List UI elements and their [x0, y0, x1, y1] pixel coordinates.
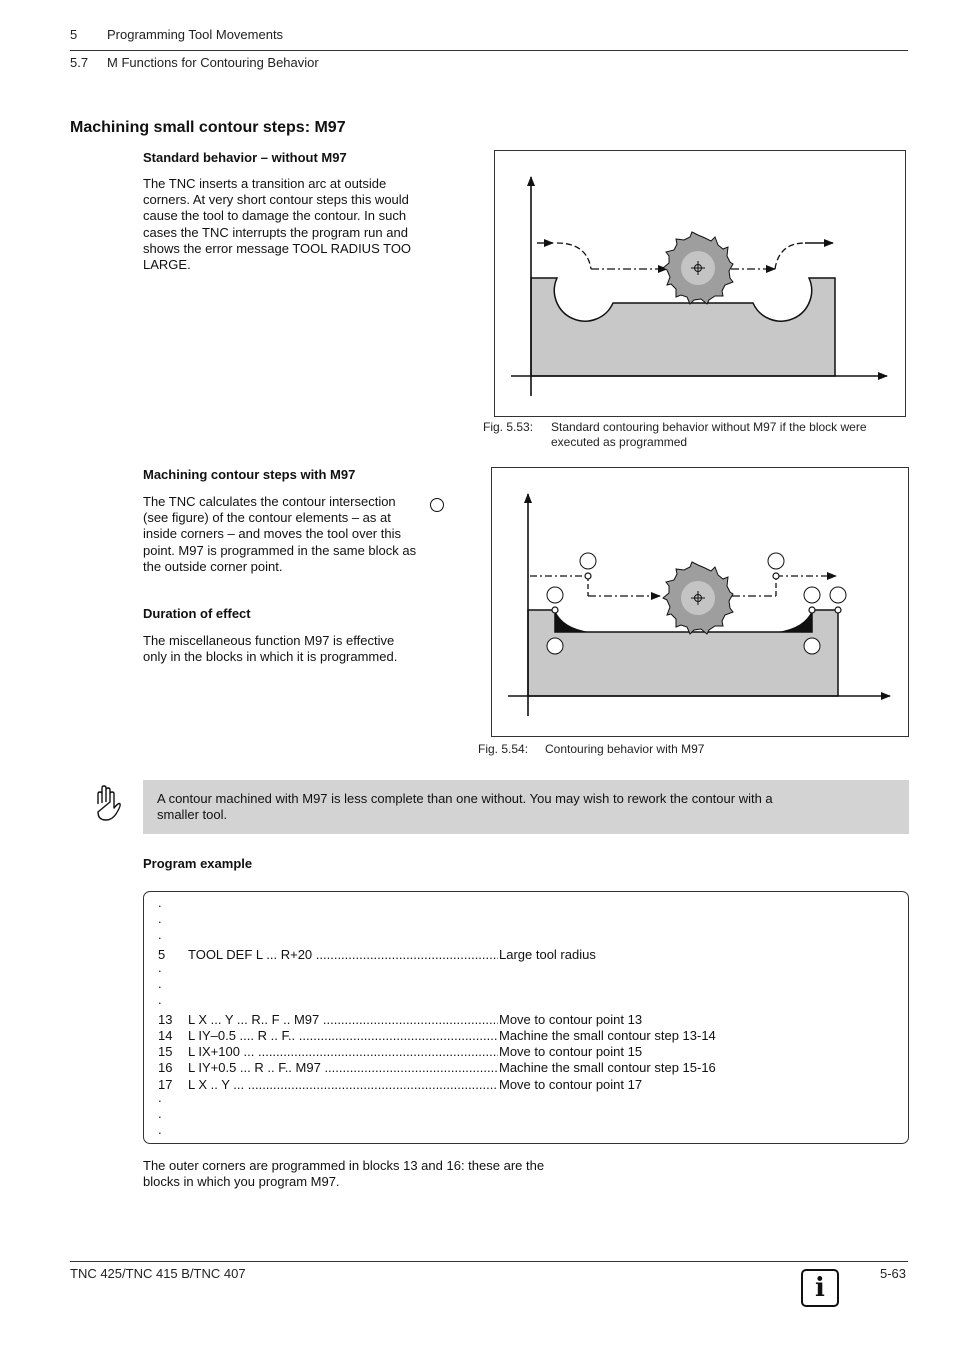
ellipsis-dot: . — [158, 1090, 162, 1105]
section-number: 5.7 — [70, 55, 89, 70]
corner-fillet-right — [777, 610, 812, 632]
standard-heading: Standard behavior – without M97 — [143, 150, 347, 165]
with-m97-line: point. M97 is programmed in the same block as — [143, 542, 417, 558]
block-command: L IX+100 ... ..... — [188, 1044, 498, 1060]
footer-product: TNC 425/TNC 415 B/TNC 407 — [70, 1266, 246, 1281]
block-command: L X .. Y ... ..... — [188, 1077, 498, 1093]
chapter-number: 5 — [70, 27, 78, 42]
block-number: 17 — [158, 1077, 173, 1092]
corner-fillet-left — [555, 610, 590, 632]
caption-line: Standard contouring behavior without M97 if the block were — [551, 420, 867, 434]
block-command: TOOL DEF L ... R+20 ..... — [188, 947, 498, 963]
block-number: 5 — [158, 947, 166, 962]
with-m97-line: the outside corner point. — [143, 558, 283, 574]
corner-point — [809, 607, 815, 613]
figure-5-54-caption: Contouring behavior with M97 — [545, 742, 705, 756]
hand-icon — [92, 784, 122, 824]
block-number: 15 — [158, 1044, 173, 1059]
figure-5-53 — [494, 150, 906, 417]
with-m97-paragraph — [143, 494, 463, 575]
caption-line: executed as programmed — [551, 435, 688, 449]
ellipsis-dot: . — [158, 1122, 162, 1137]
milling-tool-icon — [663, 562, 733, 634]
block-comment: Machine the small contour step 13-14 — [499, 1028, 716, 1043]
block-comment: Machine the small contour step 15-16 — [499, 1060, 716, 1075]
duration-heading: Duration of effect — [143, 606, 251, 621]
block-number: 14 — [158, 1028, 173, 1043]
info-icon-glyph: i — [815, 1273, 825, 1303]
program-heading: Program example — [143, 856, 253, 871]
ellipsis-dot: . — [158, 992, 162, 1007]
label-circle — [768, 553, 784, 569]
info-icon — [801, 1269, 839, 1307]
label-circle — [804, 587, 820, 603]
path-arc-right — [775, 243, 805, 269]
figure-5-54-drawing — [492, 468, 908, 736]
note-line: A contour machined with M97 is less complete than one without. You may wish to rework the contour with a — [157, 791, 773, 806]
standard-line: corners. At very short contour steps this would — [143, 192, 409, 208]
standard-line: cause the tool to damage the contour. In such — [143, 208, 407, 224]
path-point — [585, 573, 591, 579]
figure-5-53-label: Fig. 5.53: — [483, 420, 534, 434]
program-listing — [143, 891, 909, 1144]
block-command: L IY–0.5 .... R .. F.. ..... — [188, 1028, 498, 1044]
label-circle — [580, 553, 596, 569]
closing-paragraph — [143, 1158, 623, 1190]
milling-tool-icon — [663, 232, 733, 304]
corner-point — [552, 607, 558, 613]
standard-line: shows the error message TOOL RADIUS TOO — [143, 240, 412, 256]
with-m97-heading: Machining contour steps with M97 — [143, 467, 356, 482]
standard-line: LARGE. — [143, 257, 191, 273]
block-comment: Move to contour point 15 — [499, 1044, 643, 1059]
label-circle — [547, 587, 563, 603]
ellipsis-dot: . — [158, 895, 162, 910]
figure-5-54 — [491, 467, 909, 737]
figure-5-53-drawing — [495, 151, 905, 416]
figure-5-53-caption — [551, 420, 906, 450]
block-command: L IY+0.5 ... R .. F.. M97 ..... — [188, 1060, 498, 1076]
standard-paragraph — [143, 176, 463, 273]
closing-line: The outer corners are programmed in blocks 13 and 16: these are the — [143, 1158, 545, 1173]
ellipsis-dot: . — [158, 960, 162, 975]
label-circle — [804, 638, 820, 654]
with-m97-line: The TNC calculates the contour intersection — [143, 494, 396, 509]
standard-line: The TNC inserts a transition arc at outside — [143, 176, 387, 191]
chapter-title: Programming Tool Movements — [107, 27, 284, 42]
closing-line: blocks in which you program M97. — [143, 1174, 340, 1190]
ellipsis-dot: . — [158, 911, 162, 926]
with-m97-line: (see figure) of the contour elements – as at — [143, 510, 391, 526]
block-comment: Large tool radius — [499, 947, 596, 962]
block-command: L X ... Y ... R.. F .. M97 ..... — [188, 1012, 498, 1028]
ellipsis-dot: . — [158, 976, 162, 991]
duration-line: The miscellaneous function M97 is effective — [143, 633, 395, 648]
standard-line: cases the TNC interrupts the program run and — [143, 224, 408, 240]
block-number: 16 — [158, 1060, 173, 1075]
note-text — [157, 791, 887, 823]
note-line: smaller tool. — [157, 807, 228, 823]
label-circle — [547, 638, 563, 654]
page-title: Machining small contour steps: M97 — [70, 119, 346, 136]
duration-paragraph — [143, 633, 463, 665]
section-title: M Functions for Contouring Behavior — [107, 55, 319, 70]
figure-5-54-label: Fig. 5.54: — [478, 742, 529, 756]
label-circle — [830, 587, 846, 603]
note-box — [143, 780, 909, 834]
page-number: 5-63 — [880, 1266, 907, 1281]
ellipsis-dot: . — [158, 1106, 162, 1121]
corner-point — [835, 607, 841, 613]
footer-rule — [70, 1261, 908, 1262]
path-point — [773, 573, 779, 579]
block-comment: Move to contour point 13 — [499, 1012, 643, 1027]
block-comment: Move to contour point 17 — [499, 1077, 643, 1092]
ellipsis-dot: . — [158, 927, 162, 942]
path-arc-left — [557, 243, 591, 269]
duration-line: only in the blocks in which it is programmed. — [143, 649, 398, 665]
block-number: 13 — [158, 1012, 173, 1027]
intersection-circle-icon — [429, 497, 445, 513]
header-rule — [70, 50, 908, 51]
with-m97-line: inside corners – and moves the tool over this — [143, 526, 401, 542]
